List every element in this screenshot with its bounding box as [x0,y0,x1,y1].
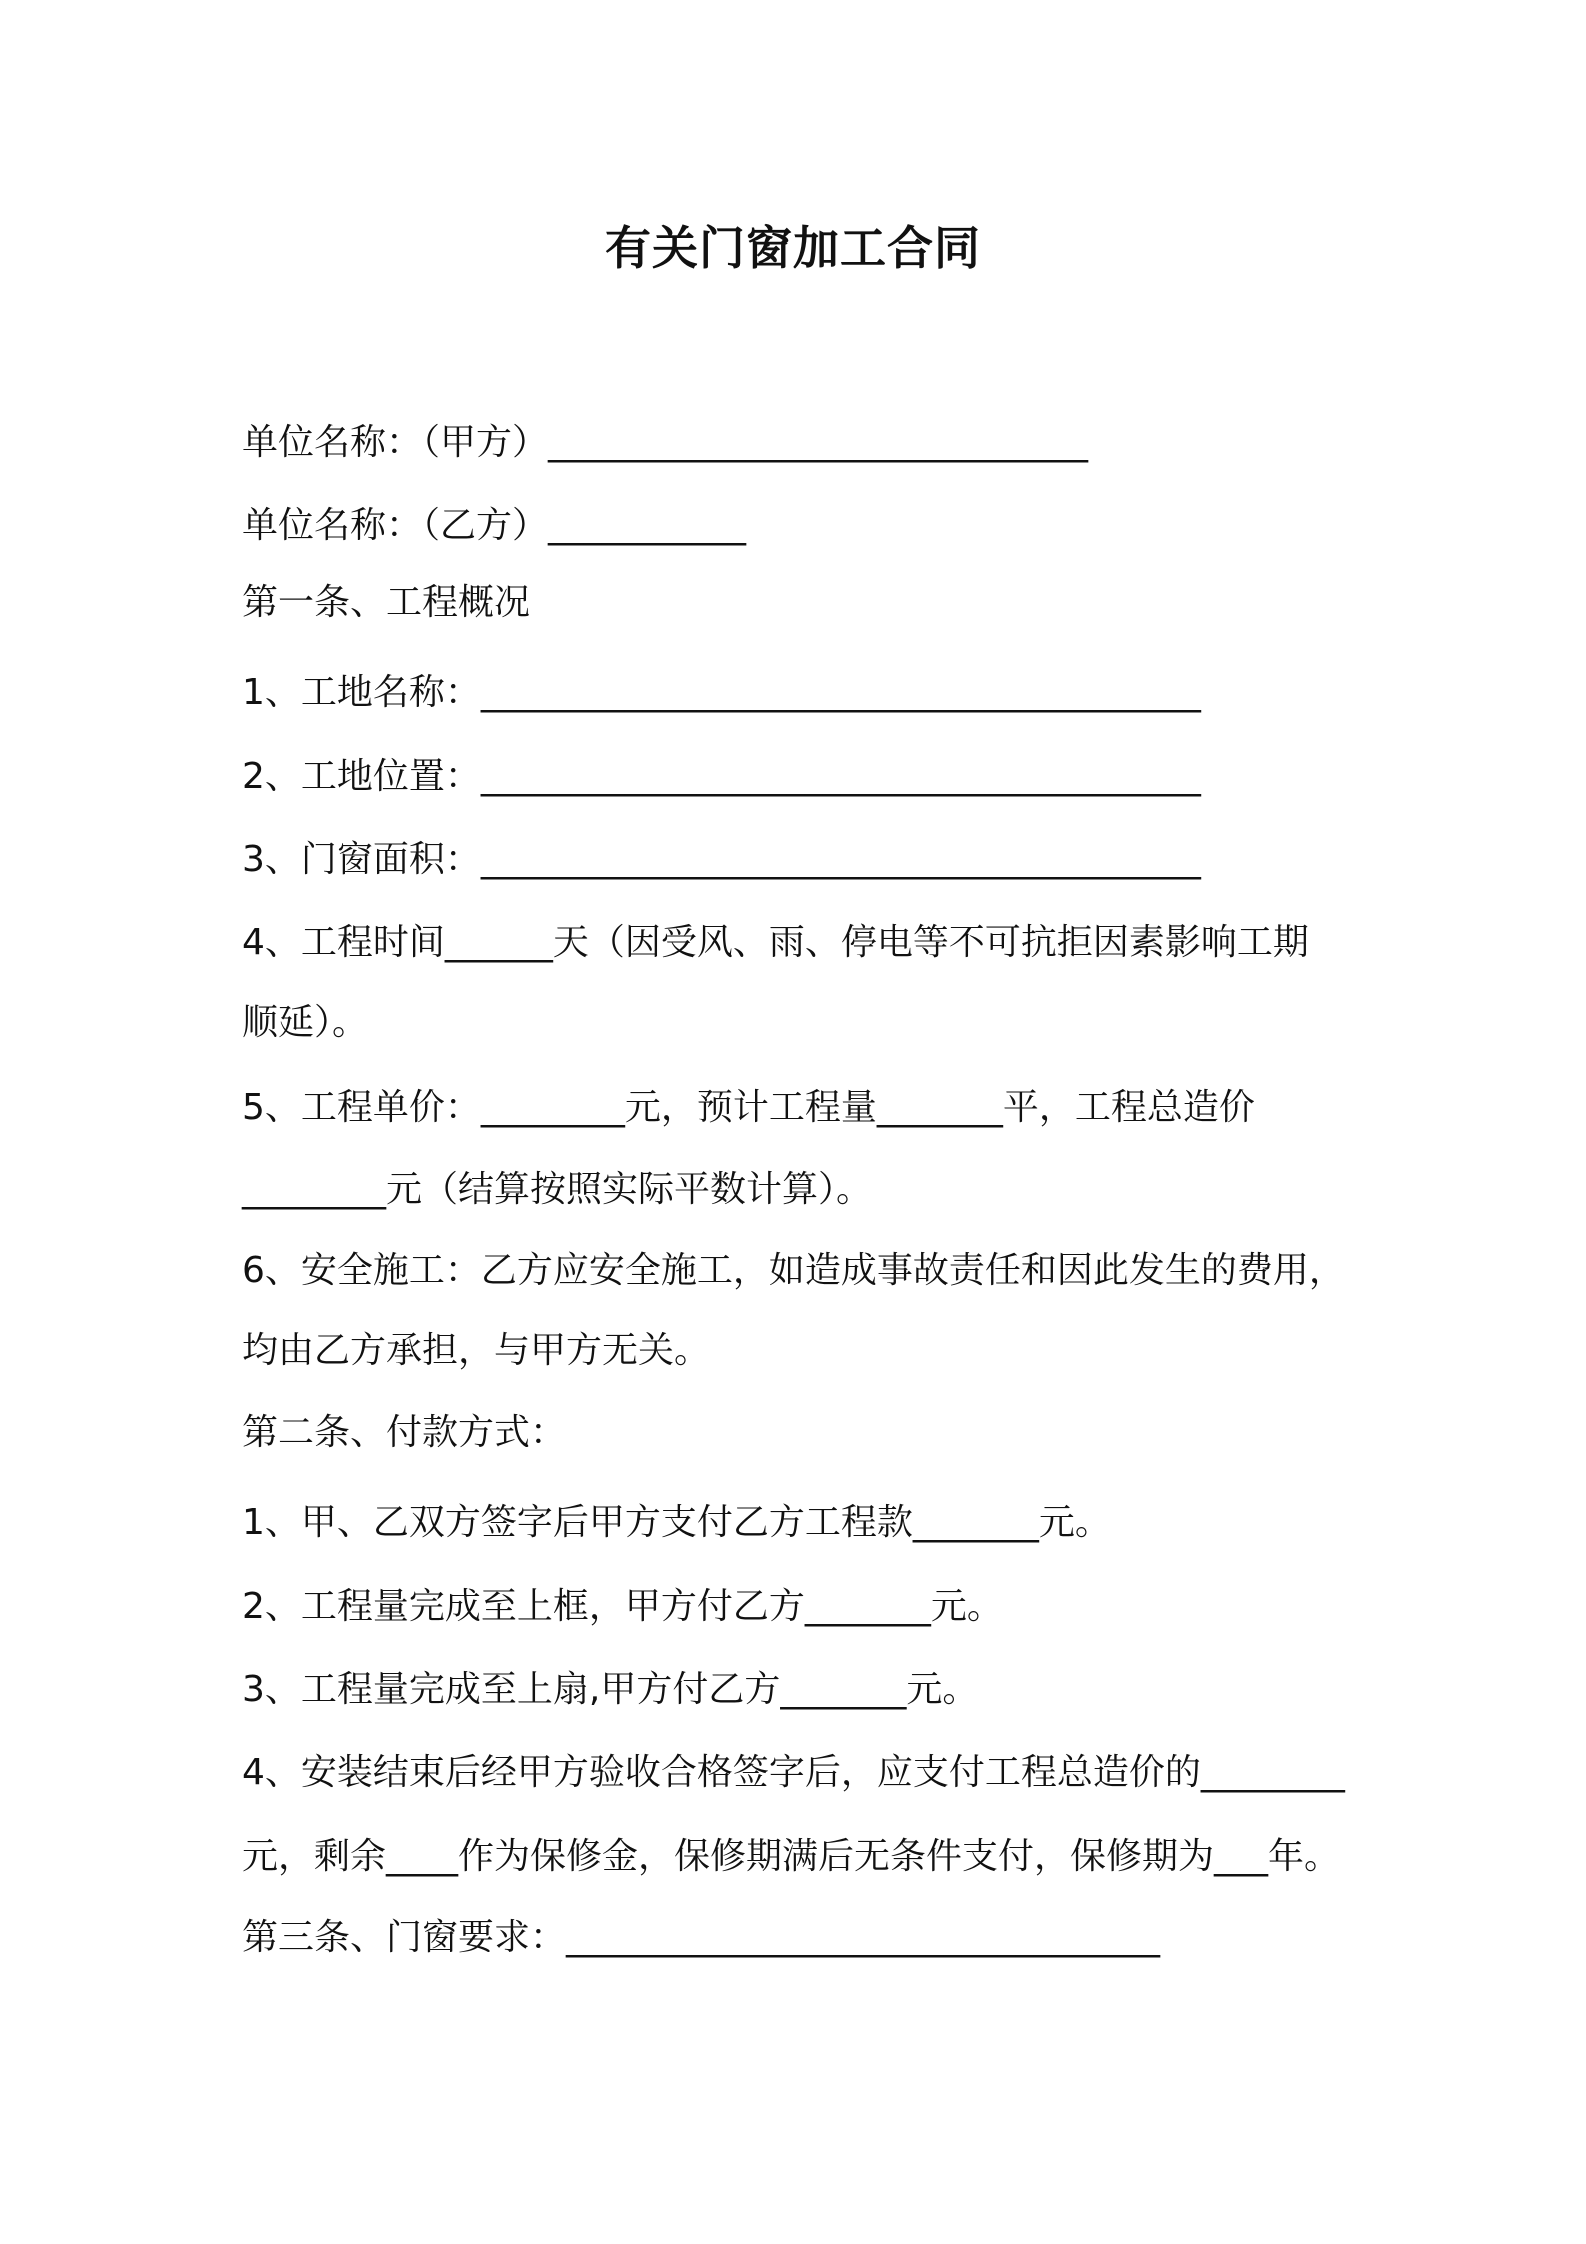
unit-price-line: 5、工程单价：________元，预计工程量_______平，工程总造价 [242,1087,1255,1128]
payment-4-line: 4、安装结束后经甲方验收合格签字后，应支付工程总造价的________ [242,1752,1345,1793]
section-3-heading: 第三条、门窗要求：_________________________________ [242,1917,1161,1958]
payment-3-line: 3、工程量完成至上扇,甲方付乙方_______元。 [242,1669,979,1710]
payment-2-line: 2、工程量完成至上框，甲方付乙方_______元。 [242,1586,1003,1627]
site-location-line: 2、工地位置：________________________________________ [242,756,1201,797]
payment-1-line: 1、甲、乙双方签字后甲方支付乙方工程款_______元。 [242,1502,1111,1543]
safety-line: 6、安全施工：乙方应安全施工，如造成事故责任和因此发生的费用， [242,1250,1345,1291]
party-a-line: 单位名称：（甲方）______________________________ [242,422,1089,463]
section-1-heading: 第一条、工程概况 [242,582,531,623]
site-name-line: 1、工地名称：________________________________________ [242,672,1201,713]
payment-4-line-cont: 元，剩余____作为保修金，保修期满后无条件支付，保修期为___年。 [242,1836,1341,1877]
duration-line-cont: 顺延）。 [242,1002,369,1043]
party-b-line: 单位名称：（乙方）___________ [242,505,747,546]
section-2-heading: 第二条、付款方式： [242,1412,567,1453]
safety-line-cont: 均由乙方承担，与甲方无关。 [242,1330,711,1371]
window-area-line: 3、门窗面积：________________________________________ [242,839,1201,880]
duration-line: 4、工程时间______天（因受风、雨、停电等不可抗拒因素影响工期 [242,922,1309,963]
unit-price-line-cont: ________元（结算按照实际平数计算）。 [242,1169,873,1210]
document-title: 有关门窗加工合同 [605,221,981,275]
